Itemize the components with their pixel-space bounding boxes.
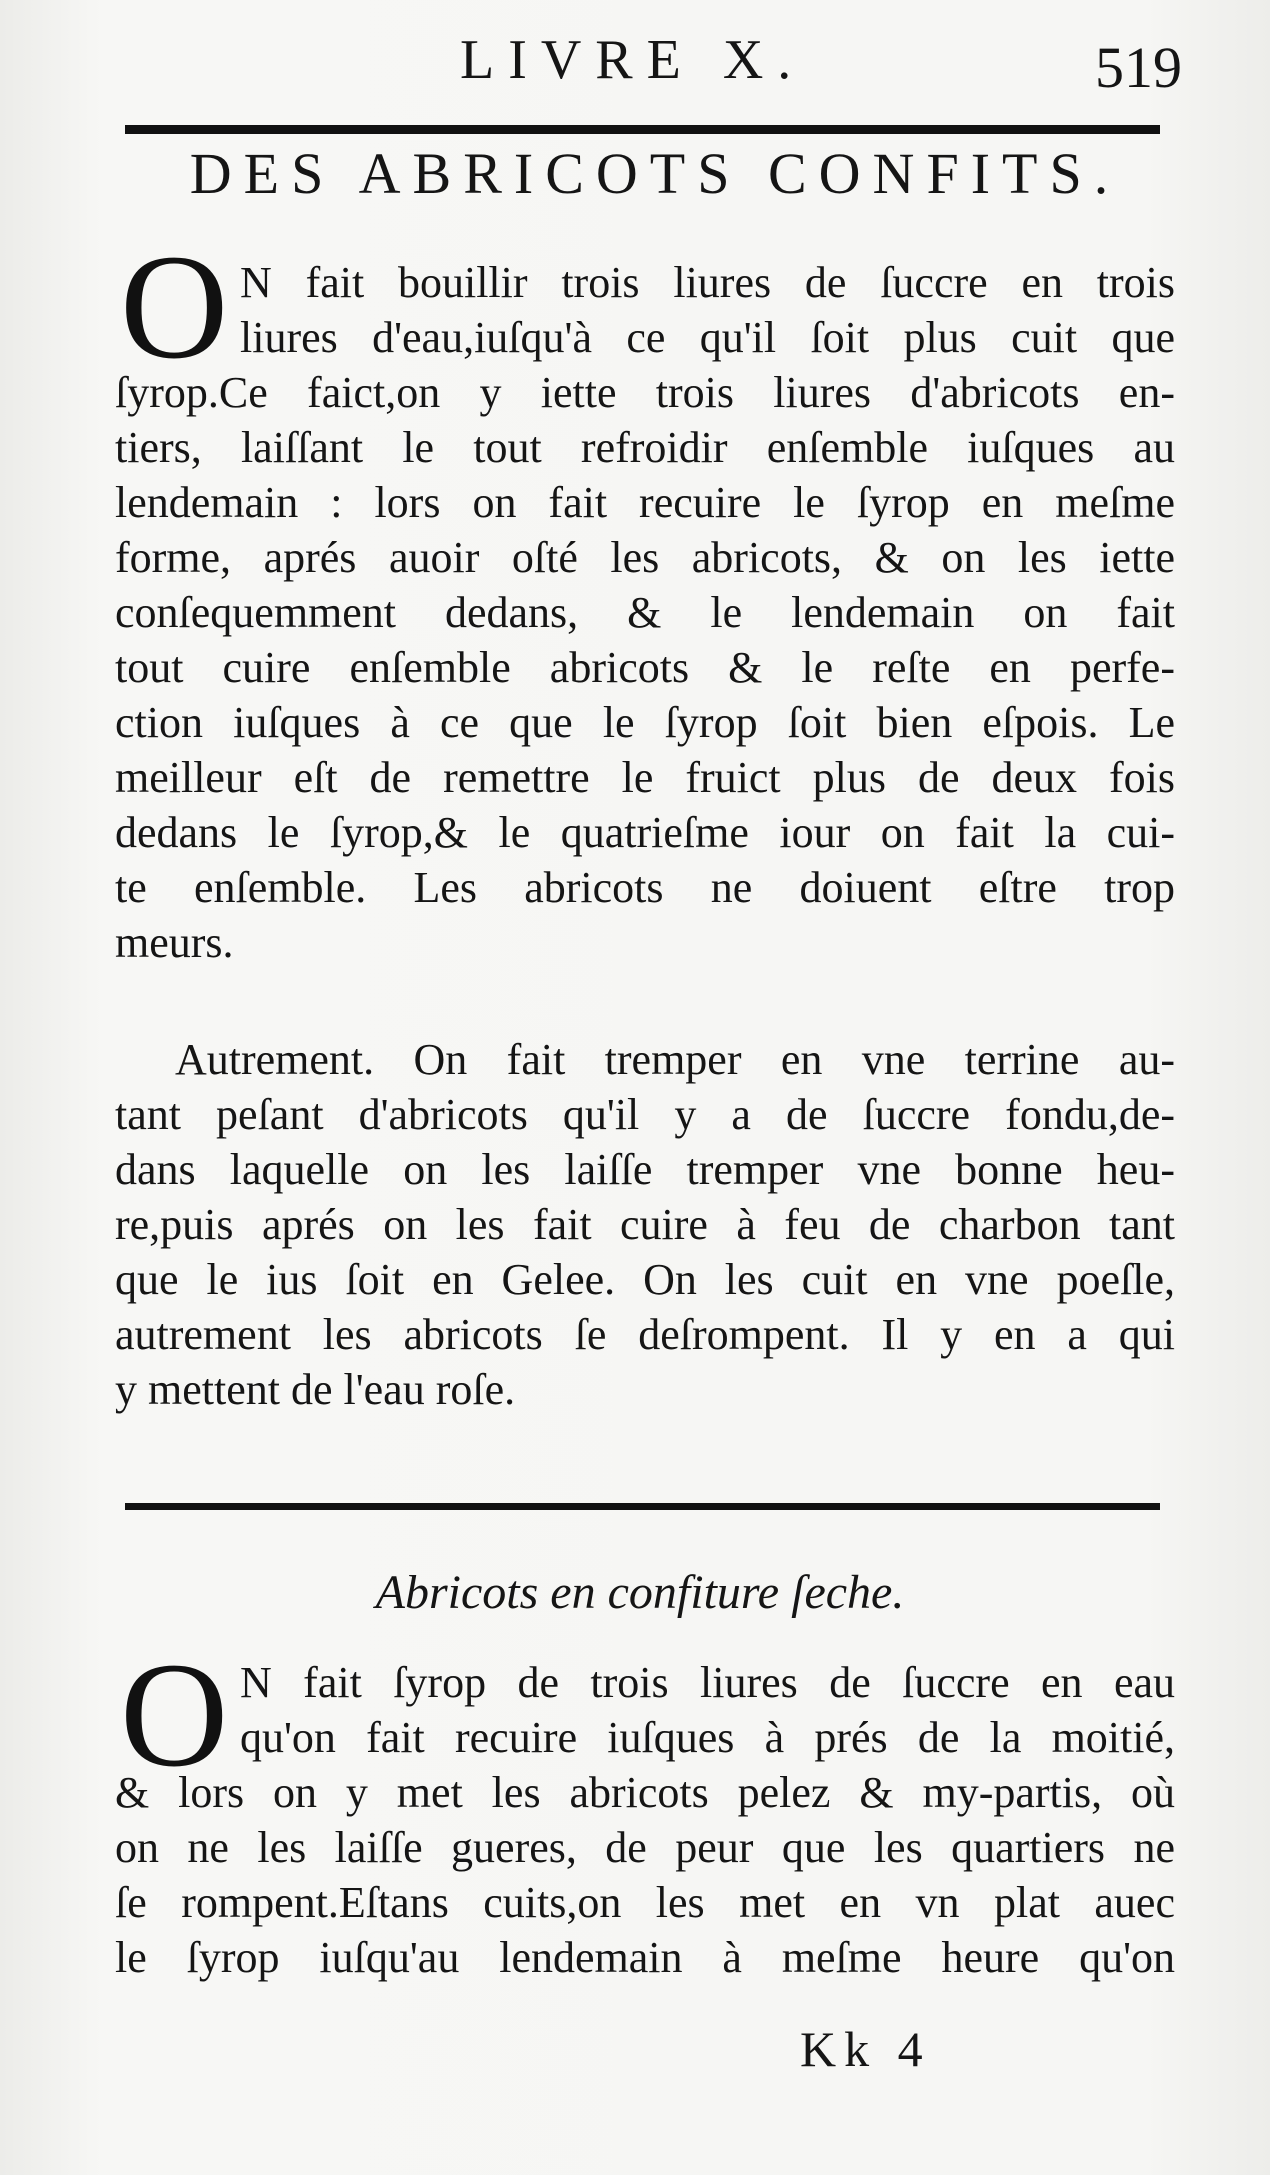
text-line: & lors on y met les abricots pelez & my-partis, où <box>115 1768 1175 1817</box>
text-line: liures d'eau,iuſqu'à ce qu'il ſoit plus cuit que <box>240 313 1175 362</box>
text-line: dedans le ſyrop,& le quatrieſme iour on fait la cui- <box>115 808 1175 857</box>
text-line: Autrement. On fait tremper en vne terrine au- <box>175 1035 1175 1084</box>
text-line: tiers, laiſſant le tout refroidir enſemble iuſques au <box>115 423 1175 472</box>
drop-cap: O <box>120 1632 229 1798</box>
text-line: N fait bouillir trois liures de ſuccre en trois <box>240 258 1175 307</box>
section-rule <box>125 1503 1160 1510</box>
text-line: meurs. <box>115 918 234 967</box>
text-line: meilleur eſt de remettre le fruict plus de deux fois <box>115 753 1175 802</box>
text-line: dans laquelle on les laiſſe tremper vne bonne heu- <box>115 1145 1175 1194</box>
text-line: ſe rompent.Eſtans cuits,on les met en vn plat auec <box>115 1878 1175 1927</box>
catchword: Kk 4 <box>800 2021 931 2077</box>
page-number: 519 <box>1095 35 1182 100</box>
top-rule <box>125 125 1160 134</box>
text-line: N fait ſyrop de trois liures de ſuccre en eau <box>240 1658 1175 1707</box>
section-subheading: Abricots en confiture ſeche. <box>375 1566 905 1619</box>
paragraph-2 <box>115 1032 1175 1417</box>
text-line: ction iuſques à ce que le ſyrop ſoit bien eſpois. Le <box>115 698 1175 747</box>
text-line: autrement les abricots ſe deſrompent. Il y en a qui <box>115 1310 1175 1359</box>
text-line: y mettent de l'eau roſe. <box>115 1365 516 1414</box>
text-line: que le ius ſoit en Gelee. On les cuit en vne poeſle, <box>115 1255 1175 1304</box>
text-line: conſequemment dedans, & le lendemain on fait <box>115 588 1175 637</box>
paragraph-1 <box>115 255 1175 970</box>
text-line: tout cuire enſemble abricots & le reſte en perfe- <box>115 643 1175 692</box>
text-line: te enſemble. Les abricots ne doiuent eſtre trop <box>115 863 1175 912</box>
running-head <box>0 20 1270 100</box>
drop-cap: O <box>120 224 229 390</box>
text-line: ſyrop.Ce faict,on y iette trois liures d'abricots en- <box>115 368 1175 417</box>
text-line: lendemain : lors on fait recuire le ſyrop en meſme <box>115 478 1175 527</box>
text-line: forme, aprés auoir oſté les abricots, & on les iette <box>115 533 1175 582</box>
text-line: le ſyrop iuſqu'au lendemain à meſme heure qu'on <box>115 1933 1175 1982</box>
text-line: re,puis aprés on les fait cuire à feu de charbon tant <box>115 1200 1175 1249</box>
text-line: qu'on fait recuire iuſques à prés de la moitié, <box>240 1713 1175 1762</box>
paragraph-3 <box>115 1655 1175 1985</box>
running-title: LIVRE X. <box>460 29 806 91</box>
section-heading: DES ABRICOTS CONFITS. <box>189 141 1121 206</box>
text-line: on ne les laiſſe gueres, de peur que les quartiers ne <box>115 1823 1175 1872</box>
text-line: tant peſant d'abricots qu'il y a de ſuccre fondu,de- <box>115 1090 1175 1139</box>
